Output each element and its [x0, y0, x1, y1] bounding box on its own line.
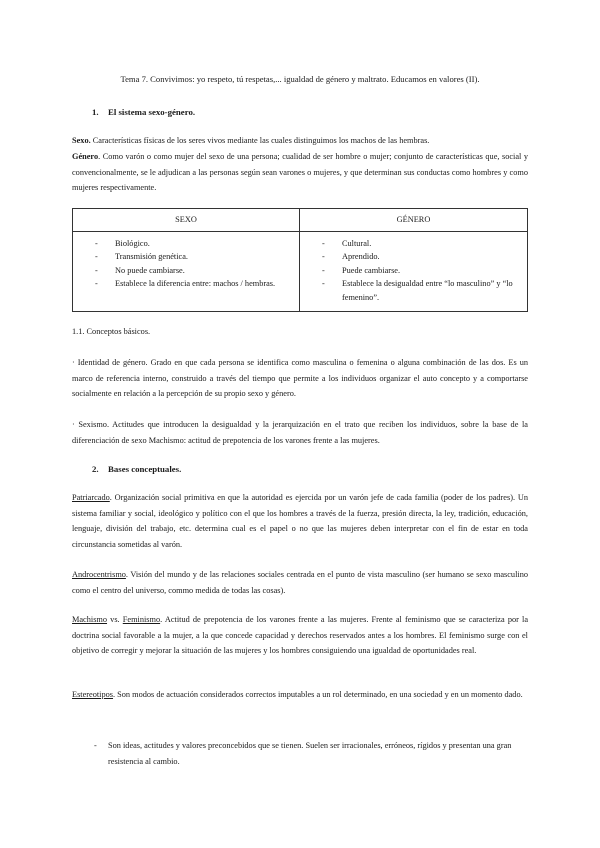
dash-bullet: -	[322, 252, 325, 262]
definition-genero	[72, 149, 528, 196]
list-item: - Transmisión genética.	[73, 250, 293, 263]
sexo-list	[73, 232, 299, 291]
sexo-genero-table	[72, 208, 528, 312]
term-androcentrismo: Androcentrismo	[72, 570, 126, 579]
table-column-sexo	[73, 209, 300, 311]
list-item: - Establece la diferencia entre: machos / hembras.	[73, 277, 293, 290]
dash-bullet: -	[95, 252, 98, 262]
list-item: - Puede cambiarse.	[300, 264, 521, 277]
dash-bullet: -	[95, 279, 98, 289]
term-patriarcado: Patriarcado	[72, 493, 110, 502]
term-machismo: Machismo	[72, 615, 108, 624]
dash-bullet: -	[95, 239, 98, 248]
section-number: 1.	[92, 107, 99, 117]
list-item	[94, 738, 528, 769]
list-item: - Biológico.	[73, 237, 293, 250]
concept-androcentrismo: Androcentrismo. Visión del mundo y de las relaciones sociales centrada en el punto de vista masculino (ser humano se sexo masculino como el centro del universo, commo medida de todas las cosas).	[72, 570, 528, 595]
section-heading-2	[92, 464, 181, 475]
bullet-text: Son ideas, actitudes y valores preconcebidos que se tienen. Suelen ser irracionales, erróneos, rígidos y presentan una gran resistencia al cambio.	[108, 741, 512, 766]
dash-bullet: -	[95, 265, 98, 275]
table-header-sexo: SEXO	[73, 209, 299, 232]
subsection-heading: 1.1. Conceptos básicos.	[72, 327, 151, 336]
list-item: - Cultural.	[300, 237, 521, 250]
list-item: - No puede cambiarse.	[73, 264, 293, 277]
concept-machismo: Machismo vs. Feminismo. Actitud de prepotencia de los varones frente a las mujeres. Frente al feminismo que se caracteriza por la doctrina social favorable a la mujer, a la que concede capacidad y derechos reservados antes a los hombres. El feminismo surge con el objetivo de corregir y mejorar la situación de las mujeres y los hombres consiguiendo una igualdad de oportunidades real.	[72, 615, 528, 656]
section-label: Bases conceptuales.	[108, 464, 182, 474]
dash-bullet: -	[94, 741, 97, 750]
term-feminismo: Feminismo	[122, 615, 161, 624]
section-label: El sistema sexo-género.	[108, 107, 196, 117]
document-title: Tema 7. Convivimos: yo respeto, tú respetas,... igualdad de género y maltrato. Educamos en valores (II).	[120, 74, 480, 84]
concept-sexismo: · Sexismo. Actitudes que introducen la desigualdad y la jerarquización en el trato que reciben los individuos, sobre la base de la diferenciación de sexo Machismo: actitud de prepotencia de los varones frente a las mujeres.	[72, 420, 528, 445]
section-heading-1	[92, 107, 195, 118]
table-header-genero: GÉNERO	[300, 209, 527, 232]
definition-text: . Como varón o como mujer del sexo de una persona; cualidad de ser hombre o mujer; conjunto de características que, social y convencionalmente, se le adjudican a las personas según sean varones o mujeres, y que determinan sus conductas como hombres y como mujeres respectivamente.	[72, 152, 528, 193]
genero-list	[300, 232, 527, 304]
term-sexo: Sexo.	[72, 136, 91, 145]
dash-bullet: -	[322, 239, 325, 248]
definition-text: Características físicas de los seres vivos mediante las cuales distinguimos los machos de las hembras.	[90, 136, 430, 145]
concept-identidad: · Identidad de género. Grado en que cada persona se identifica como masculina o femenina o alguna combinación de las dos. Es un marco de referencia interno, construido a través del tiempo que permite a los individuos organizar el auto concepto y a comportarse socialmente en relación a la percepción de su propio sexo y género.	[72, 358, 528, 399]
term-genero: Género	[72, 152, 99, 161]
term-estereotipos: Estereotipos	[72, 690, 114, 699]
list-item: - Establece la desigualdad entre “lo masculino” y “lo femenino”.	[322, 279, 513, 302]
dash-bullet: -	[322, 279, 325, 289]
concept-estereotipos: Estereotipos. Son modos de actuación considerados correctos imputables a un rol determinado, en una sociedad y en un momento dado.	[72, 690, 523, 699]
table-column-genero	[300, 209, 527, 311]
concept-patriarcado: Patriarcado. Organización social primitiva en que la autoridad es ejercida por un varón jefe de cada familia (poder de los padres). Un sistema familiar y social, ideológico y político con el que los hombres a través de la fuerza, presión directa, la ley, tradición, educación, lenguaje, división del trabajo, etc. determina cual es el papel o no que las mujeres deben interpretar con el fin de estar en toda circunstancia sometidas al varón.	[72, 493, 528, 549]
list-item: - Aprendido.	[300, 250, 521, 263]
dash-bullet: -	[322, 265, 325, 275]
section-number: 2.	[92, 464, 99, 474]
definition-sexo	[72, 133, 528, 149]
